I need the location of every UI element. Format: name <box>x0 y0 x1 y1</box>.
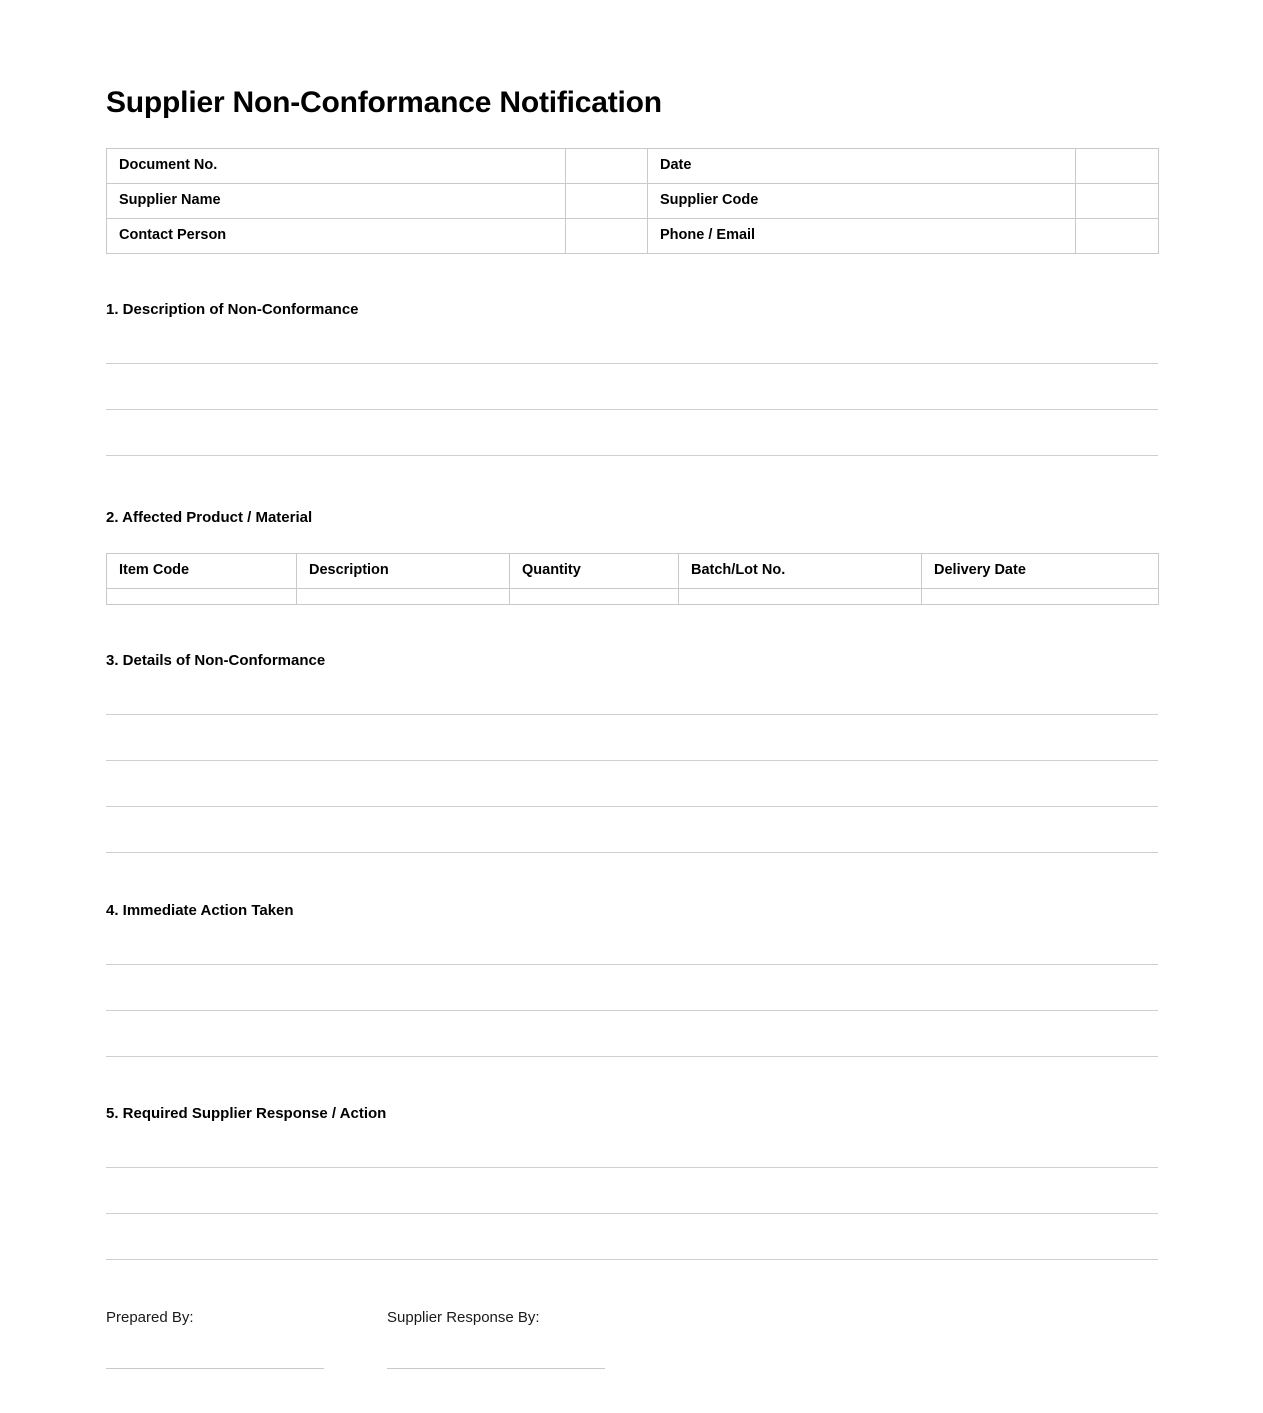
column-header-description: Description <box>297 554 510 589</box>
section-heading-required-supplier-response-action: 5. Required Supplier Response / Action <box>106 1105 387 1122</box>
field-label-contact-person: Contact Person <box>107 219 566 254</box>
write-line[interactable] <box>106 714 1158 715</box>
signature-block <box>106 1309 1158 1413</box>
table-header-row <box>107 554 1159 589</box>
cell-description[interactable] <box>297 589 510 605</box>
column-header-item-code: Item Code <box>107 554 297 589</box>
write-line[interactable] <box>106 409 1158 410</box>
document-content <box>106 0 1158 1413</box>
field-value-phone-email[interactable] <box>1076 219 1159 254</box>
section-heading-affected-product-material: 2. Affected Product / Material <box>106 509 313 526</box>
write-line[interactable] <box>106 852 1158 853</box>
table-row <box>107 219 1159 254</box>
signature-label-supplier-response-by: Supplier Response By: <box>387 1309 540 1326</box>
write-line[interactable] <box>106 760 1158 761</box>
write-line[interactable] <box>106 806 1158 807</box>
field-label-document-no: Document No. <box>107 149 566 184</box>
cell-quantity[interactable] <box>510 589 679 605</box>
write-line[interactable] <box>106 1259 1158 1260</box>
section-heading-description-of-non-conformance: 1. Description of Non-Conformance <box>106 301 359 318</box>
section-5-write-lines <box>106 1167 1158 1260</box>
write-line[interactable] <box>106 1010 1158 1011</box>
section-heading-immediate-action-taken: 4. Immediate Action Taken <box>106 902 294 919</box>
write-line[interactable] <box>106 964 1158 965</box>
column-header-batch-lot-no: Batch/Lot No. <box>679 554 922 589</box>
signature-label-prepared-by: Prepared By: <box>106 1309 194 1326</box>
write-line[interactable] <box>106 363 1158 364</box>
table-row <box>107 149 1159 184</box>
header-info-table <box>106 148 1159 254</box>
write-line[interactable] <box>106 1213 1158 1214</box>
signature-line-prepared-by[interactable] <box>106 1368 324 1369</box>
write-line[interactable] <box>106 455 1158 456</box>
field-value-document-no[interactable] <box>566 149 648 184</box>
signature-line-supplier-response-by[interactable] <box>387 1368 605 1369</box>
cell-delivery-date[interactable] <box>922 589 1159 605</box>
signature-supplier-response-by <box>387 1309 605 1369</box>
cell-batch-lot-no[interactable] <box>679 589 922 605</box>
column-header-delivery-date: Delivery Date <box>922 554 1159 589</box>
field-label-supplier-name: Supplier Name <box>107 184 566 219</box>
signature-prepared-by <box>106 1309 324 1369</box>
field-value-supplier-code[interactable] <box>1076 184 1159 219</box>
section-3-write-lines <box>106 714 1158 853</box>
affected-product-table <box>106 553 1159 605</box>
field-value-supplier-name[interactable] <box>566 184 648 219</box>
section-heading-details-of-non-conformance: 3. Details of Non-Conformance <box>106 652 326 669</box>
field-value-contact-person[interactable] <box>566 219 648 254</box>
column-header-quantity: Quantity <box>510 554 679 589</box>
page-title: Supplier Non-Conformance Notification <box>106 86 662 119</box>
table-row <box>107 589 1159 605</box>
field-label-phone-email: Phone / Email <box>648 219 1076 254</box>
field-label-date: Date <box>648 149 1076 184</box>
section-4-write-lines <box>106 964 1158 1057</box>
field-label-supplier-code: Supplier Code <box>648 184 1076 219</box>
table-row <box>107 184 1159 219</box>
cell-item-code[interactable] <box>107 589 297 605</box>
field-value-date[interactable] <box>1076 149 1159 184</box>
write-line[interactable] <box>106 1056 1158 1057</box>
write-line[interactable] <box>106 1167 1158 1168</box>
section-1-write-lines <box>106 363 1158 456</box>
